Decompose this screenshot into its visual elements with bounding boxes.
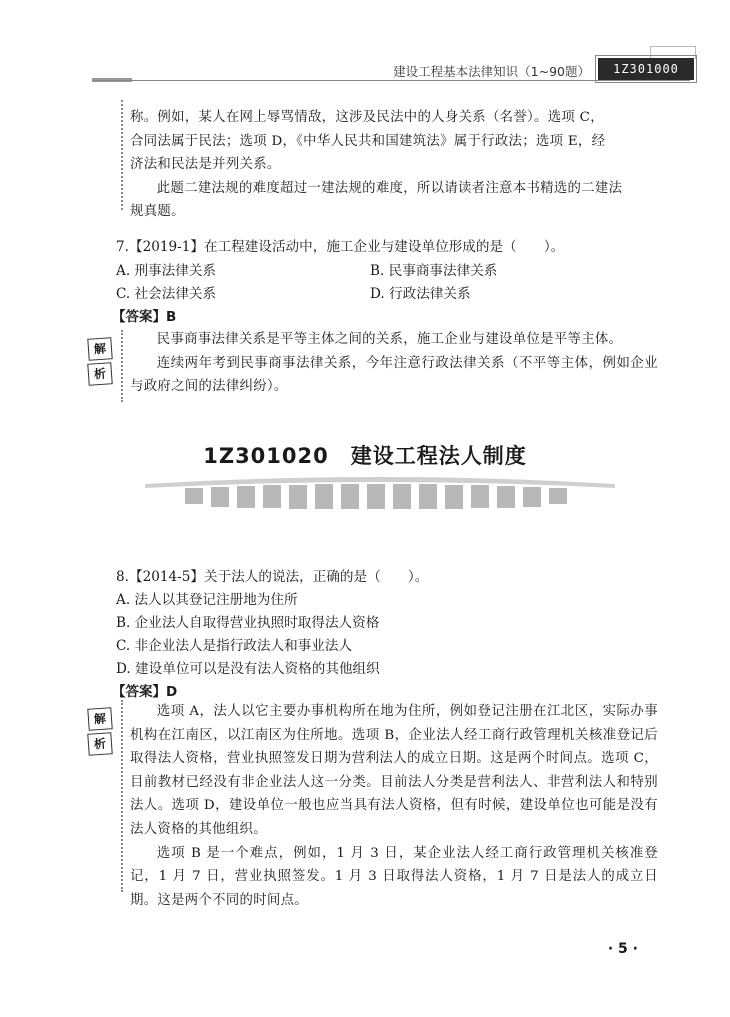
dotted-margin-3 (121, 700, 123, 892)
explanation-note: 规真题。 (130, 204, 185, 220)
explanation-line: 合同法属于民法；选项 D，《中华人民共和国建筑法》属于行政法；选项 E，经 (130, 133, 606, 149)
question-8-stem: 8.【2014-5】关于法人的说法，正确的是（ ）。 (116, 569, 429, 585)
section-title: 建设工程法人制度 (350, 444, 527, 468)
explanation-line: 济法和民法是并列关系。 (130, 157, 281, 173)
analysis-label-xi: 析 (87, 362, 112, 386)
analysis-paragraph: 选项 A，法人以它主要办事机构所在地为住所，例如登记注册在江北区，实际办事机构在江南区，以江南区为住所地。选项 B，企业法人经工商行政管理机关核准登记后取得法人资格，营业执照签发日期为营利法人的成立日期。这是两个时间点。选项 C，目前教材已经没有非企业法人这一分类。目前法人分类是营利法人、非营利法人和特别法人。选项 D，建设单位一般也应当具有法人资格，但有时候，建设单位也可能是没有法人资格的其他组织。 (130, 704, 658, 837)
question-8-option-a: A. 法人以其登记注册地为住所 (116, 592, 298, 608)
analysis-label-xi: 析 (87, 732, 112, 756)
answer-value: D (166, 684, 178, 700)
dotted-margin-1 (121, 100, 123, 210)
answer-label: 【答案】 (112, 309, 166, 325)
question-7-analysis (130, 328, 658, 399)
analysis-label-jie: 解 (87, 707, 112, 731)
explanation-note: 此题二建法规的难度超过一建法规的难度，所以请读者注意本书精选的二建法 (156, 180, 623, 196)
question-7-option-c: C. 社会法律关系 (116, 286, 217, 302)
analysis-paragraph: 连续两年考到民事商事法律关系，今年注意行政法律关系（不平等主体，例如企业与政府之间的法律纠纷）。 (130, 355, 658, 395)
section-heading (0, 440, 730, 470)
continued-explanation (130, 106, 658, 224)
question-8-option-b: B. 企业法人自取得营业执照时取得法人资格 (116, 615, 380, 631)
question-7-option-d: D. 行政法律关系 (370, 286, 471, 302)
page-number: · 5 · (607, 941, 638, 957)
running-header-title: 建设工程基本法律知识（1~90题） (393, 64, 590, 79)
analysis-paragraph: 选项 B 是一个难点，例如，1 月 3 日，某企业法人经工商行政管理机关核准登记，1 月 7 日，营业执照签发。1 月 3 日取得法人资格，1 月 7 日是法人的成立日期。这是两个不同的时间点。 (130, 845, 658, 908)
question-7-option-a: A. 刑事法律关系 (116, 263, 217, 279)
analysis-paragraph: 民事商事法律关系是平等主体之间的关系，施工企业与建设单位是平等主体。 (156, 332, 623, 347)
explanation-line: 称。例如，某人在网上辱骂情敌，这涉及民法中的人身关系（名誉）。选项 C， (130, 110, 604, 125)
question-7-stem: 7.【2019-1】在工程建设活动中，施工企业与建设单位形成的是（ ）。 (116, 239, 565, 255)
section-code: 1Z301020 (203, 444, 329, 468)
question-8-analysis (130, 700, 658, 912)
header-rule (92, 80, 690, 81)
dotted-margin-2 (121, 330, 123, 402)
question-8-option-d: D. 建设单位可以是没有法人资格的其他组织 (116, 661, 380, 677)
answer-value: B (166, 309, 177, 325)
chapter-code-badge: 1Z301000 (598, 58, 694, 80)
section-ribbon-decoration (145, 476, 615, 516)
analysis-label-jie: 解 (87, 337, 112, 361)
question-7-option-b: B. 民事商事法律关系 (370, 263, 498, 279)
question-8-option-c: C. 非企业法人是指行政法人和事业法人 (116, 638, 353, 654)
question-7-answer (112, 306, 176, 328)
answer-label: 【答案】 (112, 684, 166, 700)
